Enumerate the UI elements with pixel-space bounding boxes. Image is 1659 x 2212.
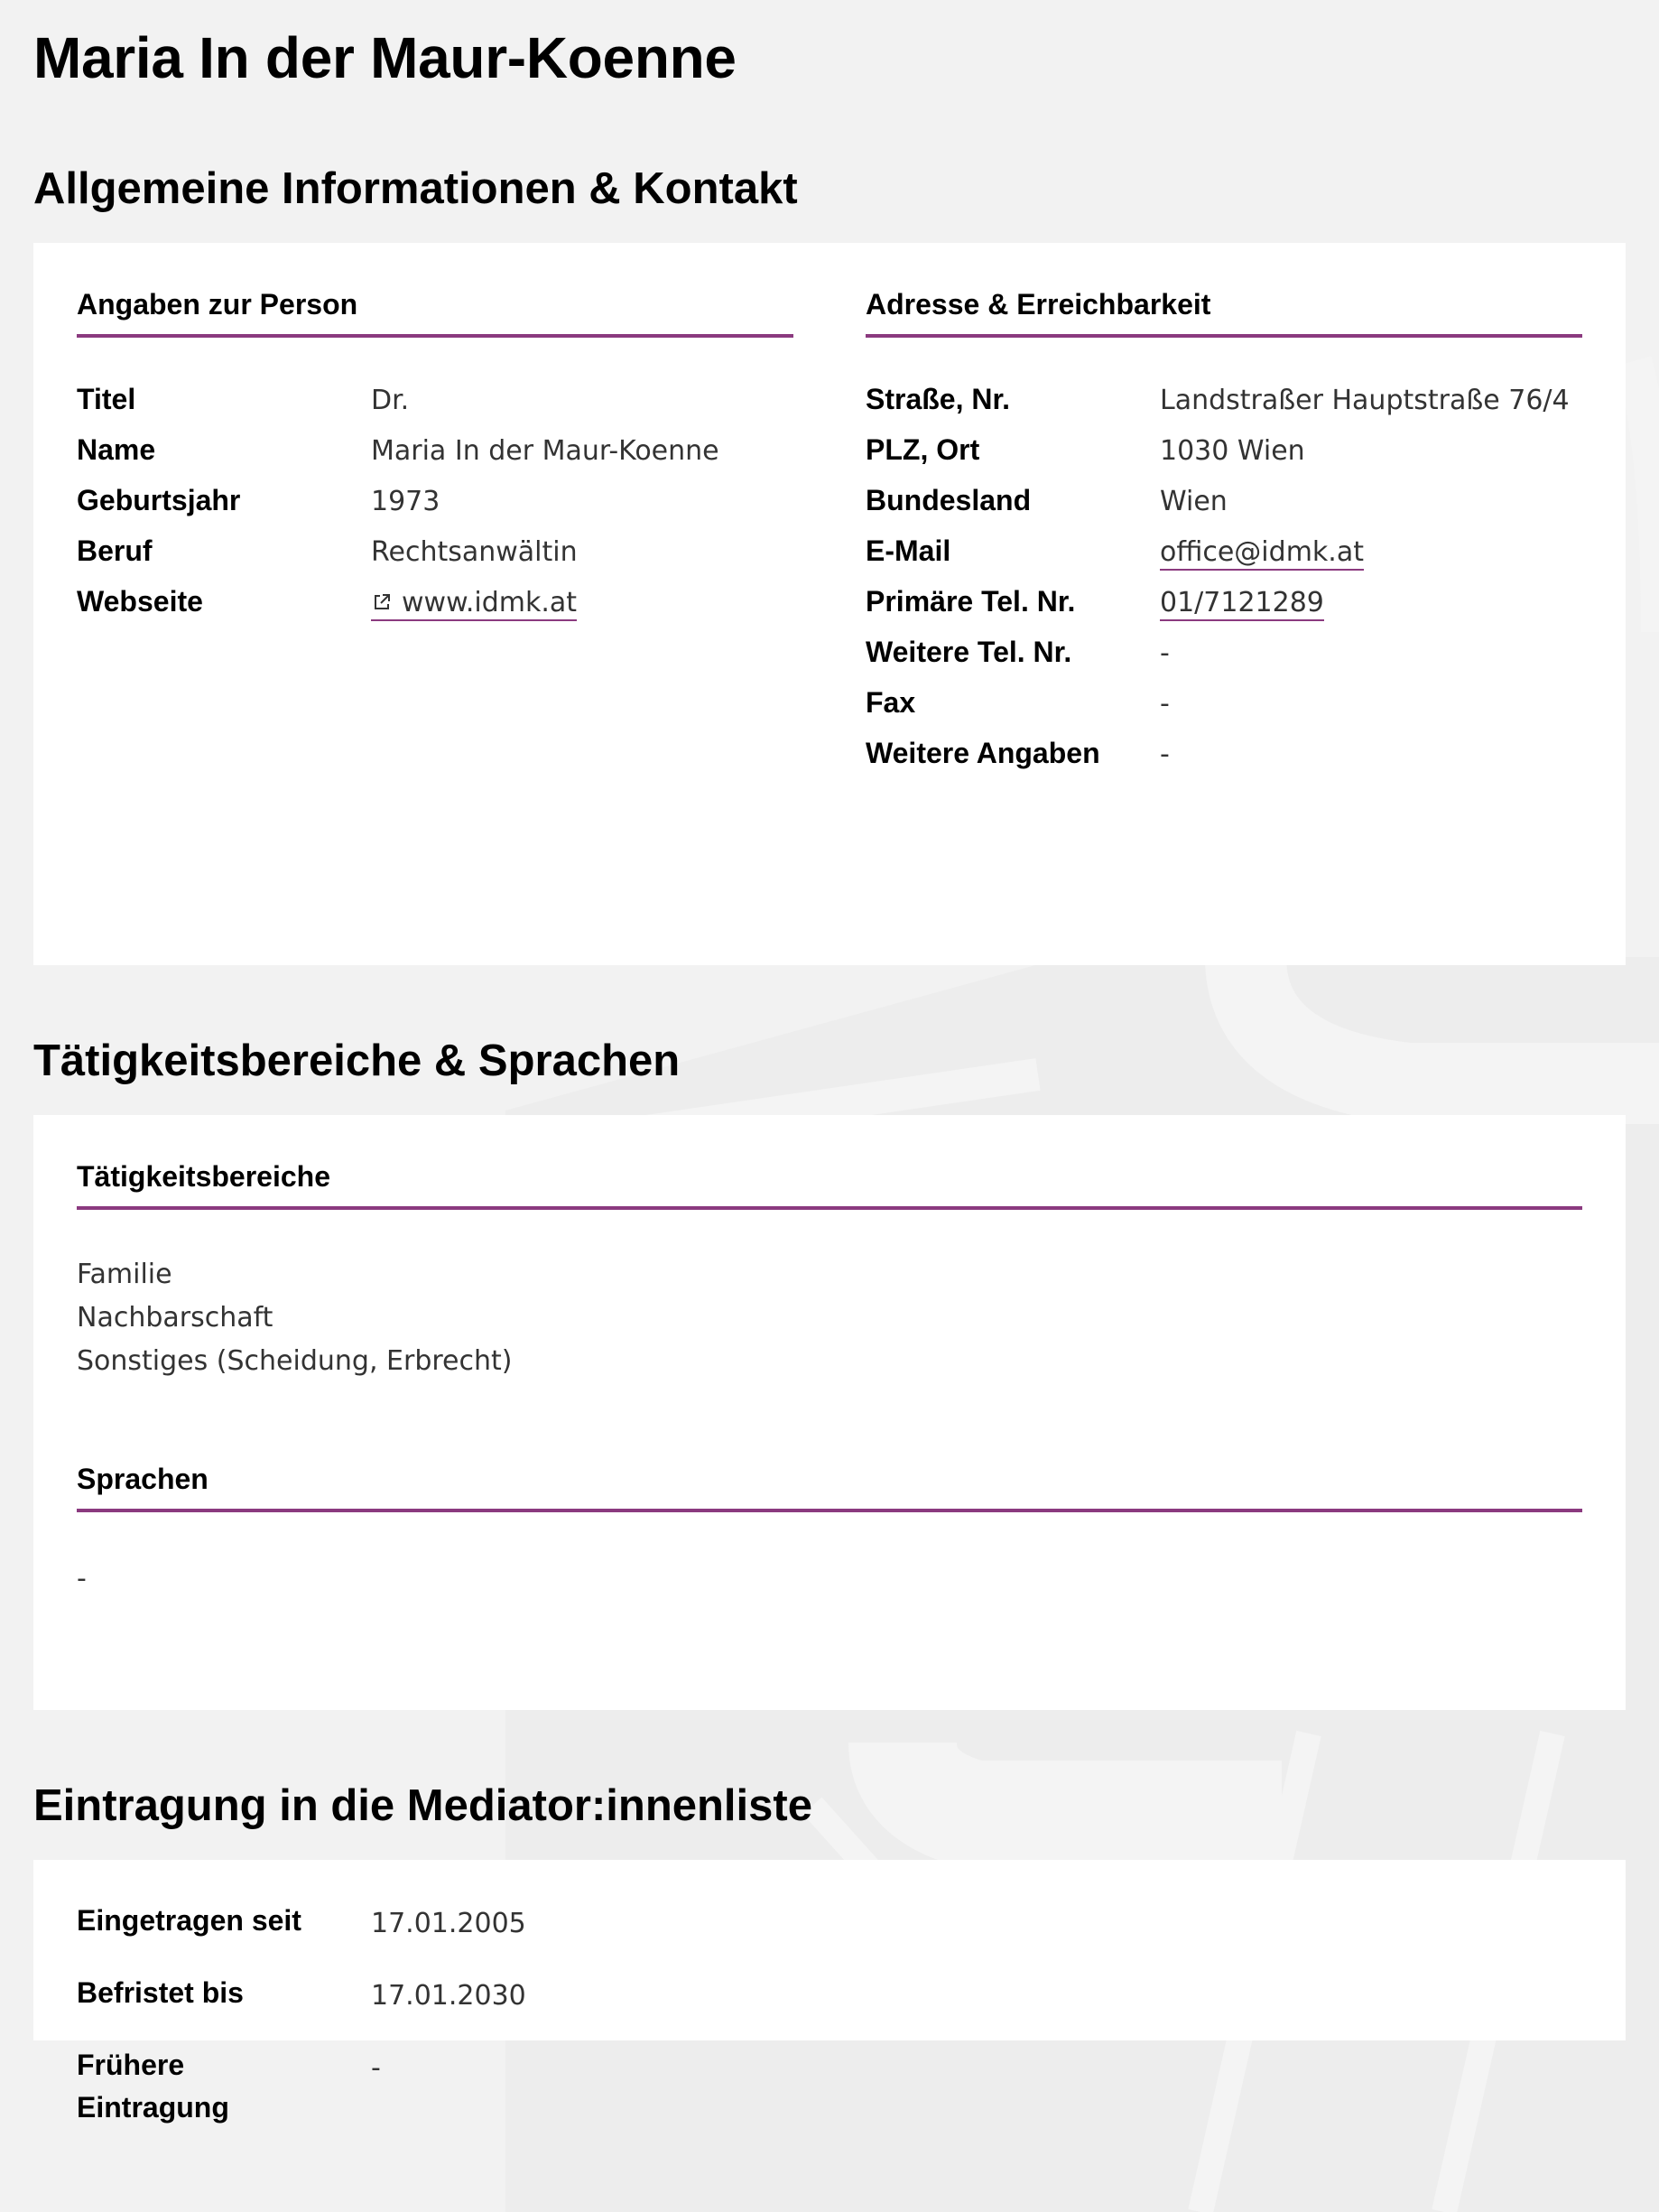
areas-section-title: Tätigkeitsbereiche (77, 1158, 1582, 1210)
registration-card (33, 1860, 1626, 2124)
field-row-valid-until (77, 1972, 1582, 2017)
field-label: Primäre Tel. Nr. (866, 585, 1076, 618)
field-value: 1973 (371, 486, 440, 517)
field-label-line: Eintragung (77, 2091, 229, 2124)
field-row-geburtsjahr (77, 480, 793, 531)
field-label: Name (77, 433, 156, 466)
field-value: Dr. (371, 385, 410, 416)
field-row-bundesland (866, 480, 1582, 531)
field-label: Weitere Tel. Nr. (866, 636, 1072, 668)
field-value: 17.01.2005 (371, 1908, 526, 1939)
field-row-fax (866, 683, 1582, 733)
field-row-strasse (866, 379, 1582, 430)
field-label: Straße, Nr. (866, 383, 1011, 415)
person-section-title: Angaben zur Person (77, 286, 793, 338)
field-row-beruf (77, 531, 793, 581)
field-label: Weitere Angaben (866, 737, 1100, 769)
field-label: Fax (866, 686, 916, 719)
field-value (371, 583, 577, 625)
field-label-line: Frühere (77, 2049, 185, 2081)
field-row-titel (77, 379, 793, 430)
field-value: 1030 Wien (1160, 435, 1305, 467)
field-value: Wien (1160, 486, 1228, 517)
address-column (866, 286, 1582, 965)
page-title: Maria In der Maur-Koenne (33, 25, 737, 90)
website-link-text: www.idmk.at (402, 587, 578, 618)
section-heading-activities: Tätigkeitsbereiche & Sprachen (33, 1036, 681, 1085)
field-value: Landstraßer Hauptstraße 76/4 (1160, 385, 1570, 416)
field-row-plz-ort (866, 430, 1582, 480)
field-value: Maria In der Maur-Koenne (371, 435, 719, 467)
person-fields (77, 379, 793, 632)
field-row-email (866, 531, 1582, 581)
field-value: - (1160, 739, 1170, 770)
field-label: Eingetragen seit (77, 1904, 301, 1937)
field-value: Rechtsanwältin (371, 536, 578, 568)
field-label: E-Mail (866, 534, 951, 567)
section-heading-general: Allgemeine Informationen & Kontakt (33, 164, 798, 213)
field-value: 17.01.2030 (371, 1980, 526, 2012)
list-item: Sonstiges (Scheidung, Erbrecht) (77, 1345, 513, 1377)
field-value: - (1160, 637, 1170, 669)
person-column (77, 286, 793, 965)
field-row-other-phone (866, 632, 1582, 683)
languages-value: - (77, 1563, 87, 1594)
field-label: Bundesland (866, 484, 1032, 516)
field-value (1160, 533, 1364, 572)
field-label: Befristet bis (77, 1976, 244, 2009)
field-value (1160, 583, 1324, 623)
website-link[interactable] (371, 587, 577, 621)
email-link[interactable]: office@idmk.at (1160, 536, 1364, 571)
field-value: - (371, 2052, 381, 2084)
field-row-registered-since (77, 1900, 1582, 1945)
field-value: - (1160, 688, 1170, 720)
field-row-name (77, 430, 793, 480)
external-link-icon (371, 585, 393, 625)
areas-list (77, 1253, 1582, 1383)
field-row-phone (866, 581, 1582, 632)
list-item: Nachbarschaft (77, 1302, 273, 1334)
languages-section-title: Sprachen (77, 1461, 1582, 1512)
field-label: Titel (77, 383, 136, 415)
field-label (77, 2044, 371, 2129)
phone-link[interactable]: 01/7121289 (1160, 587, 1324, 621)
address-fields (866, 379, 1582, 784)
general-info-card (33, 243, 1626, 965)
field-row-previous-registration (77, 2044, 1582, 2129)
field-row-other-info (866, 733, 1582, 784)
activities-card (33, 1115, 1626, 1710)
field-label: Webseite (77, 585, 203, 618)
field-label: PLZ, Ort (866, 433, 980, 466)
field-row-webseite (77, 581, 793, 632)
field-label: Beruf (77, 534, 153, 567)
section-heading-registration: Eintragung in die Mediator:innenliste (33, 1781, 812, 1830)
list-item: Familie (77, 1259, 172, 1290)
field-label: Geburtsjahr (77, 484, 241, 516)
address-section-title: Adresse & Erreichbarkeit (866, 286, 1582, 338)
